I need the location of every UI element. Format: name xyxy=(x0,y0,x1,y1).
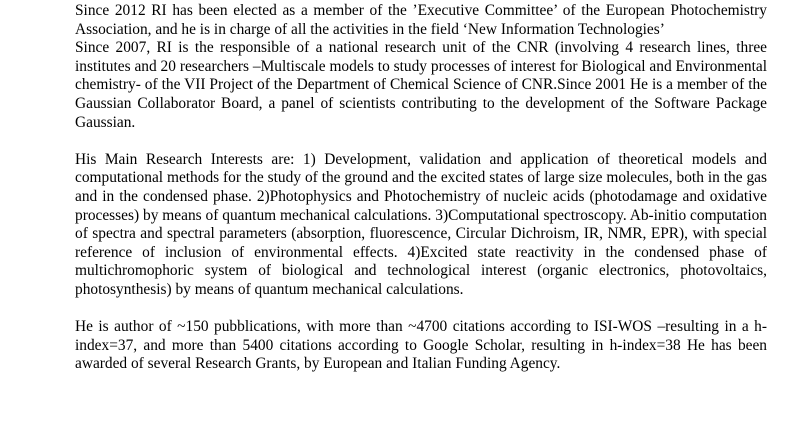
paragraph-spacer xyxy=(75,132,767,151)
paragraph-spacer xyxy=(75,300,767,319)
paragraph-sentence-committee: Since 2012 RI has been elected as a member of the ’Executive Committee’ of the European Photochemistry Association, and he is in charge of all the activities in the field ‘New Information Technologies’ xyxy=(75,2,767,38)
paragraph-publications: He is author of ~150 pubblications, with more than ~4700 citations according to ISI-WOS –resulting in a h-index=37, and more than 5400 citations according to Google Scholar, resulting in h-index=38 He has been awarded of several Research Grants, by European and Italian Funding Agency. xyxy=(75,318,767,373)
document-body xyxy=(75,2,767,374)
paragraph-committee-and-research-unit xyxy=(75,2,767,132)
paragraph-research-interests: His Main Research Interests are: 1) Development, validation and application of theoretical models and computational methods for the study of the ground and the excited states of large size molecules, both in the gas and in the condensed phase. 2)Photophysics and Photochemistry of nucleic acids (photodamage and oxidative processes) by means of quantum mechanical calculations. 3)Computational spectroscopy. Ab-initio computation of spectra and spectral parameters (absorption, fluorescence, Circular Dichroism, IR, NMR, EPR), with special reference of inclusion of environmental effects. 4)Excited state reactivity in the condensed phase of multichromophoric system of biological and technological interest (organic electronics, photovoltaics, photosynthesis) by means of quantum mechanical calculations. xyxy=(75,150,767,298)
paragraph-sentence-research-unit: Since 2007, RI is the responsible of a national research unit of the CNR (involving 4 research lines, three institutes and 20 researchers –Multiscale models to study processes of interest for Biological and Environmental chemistry- of the VII Project of the Department of Chemical Science of CNR.Since 2001 He is a member of the Gaussian Collaborator Board, a panel of scientists contributing to the development of the Software Package Gaussian. xyxy=(75,39,767,131)
